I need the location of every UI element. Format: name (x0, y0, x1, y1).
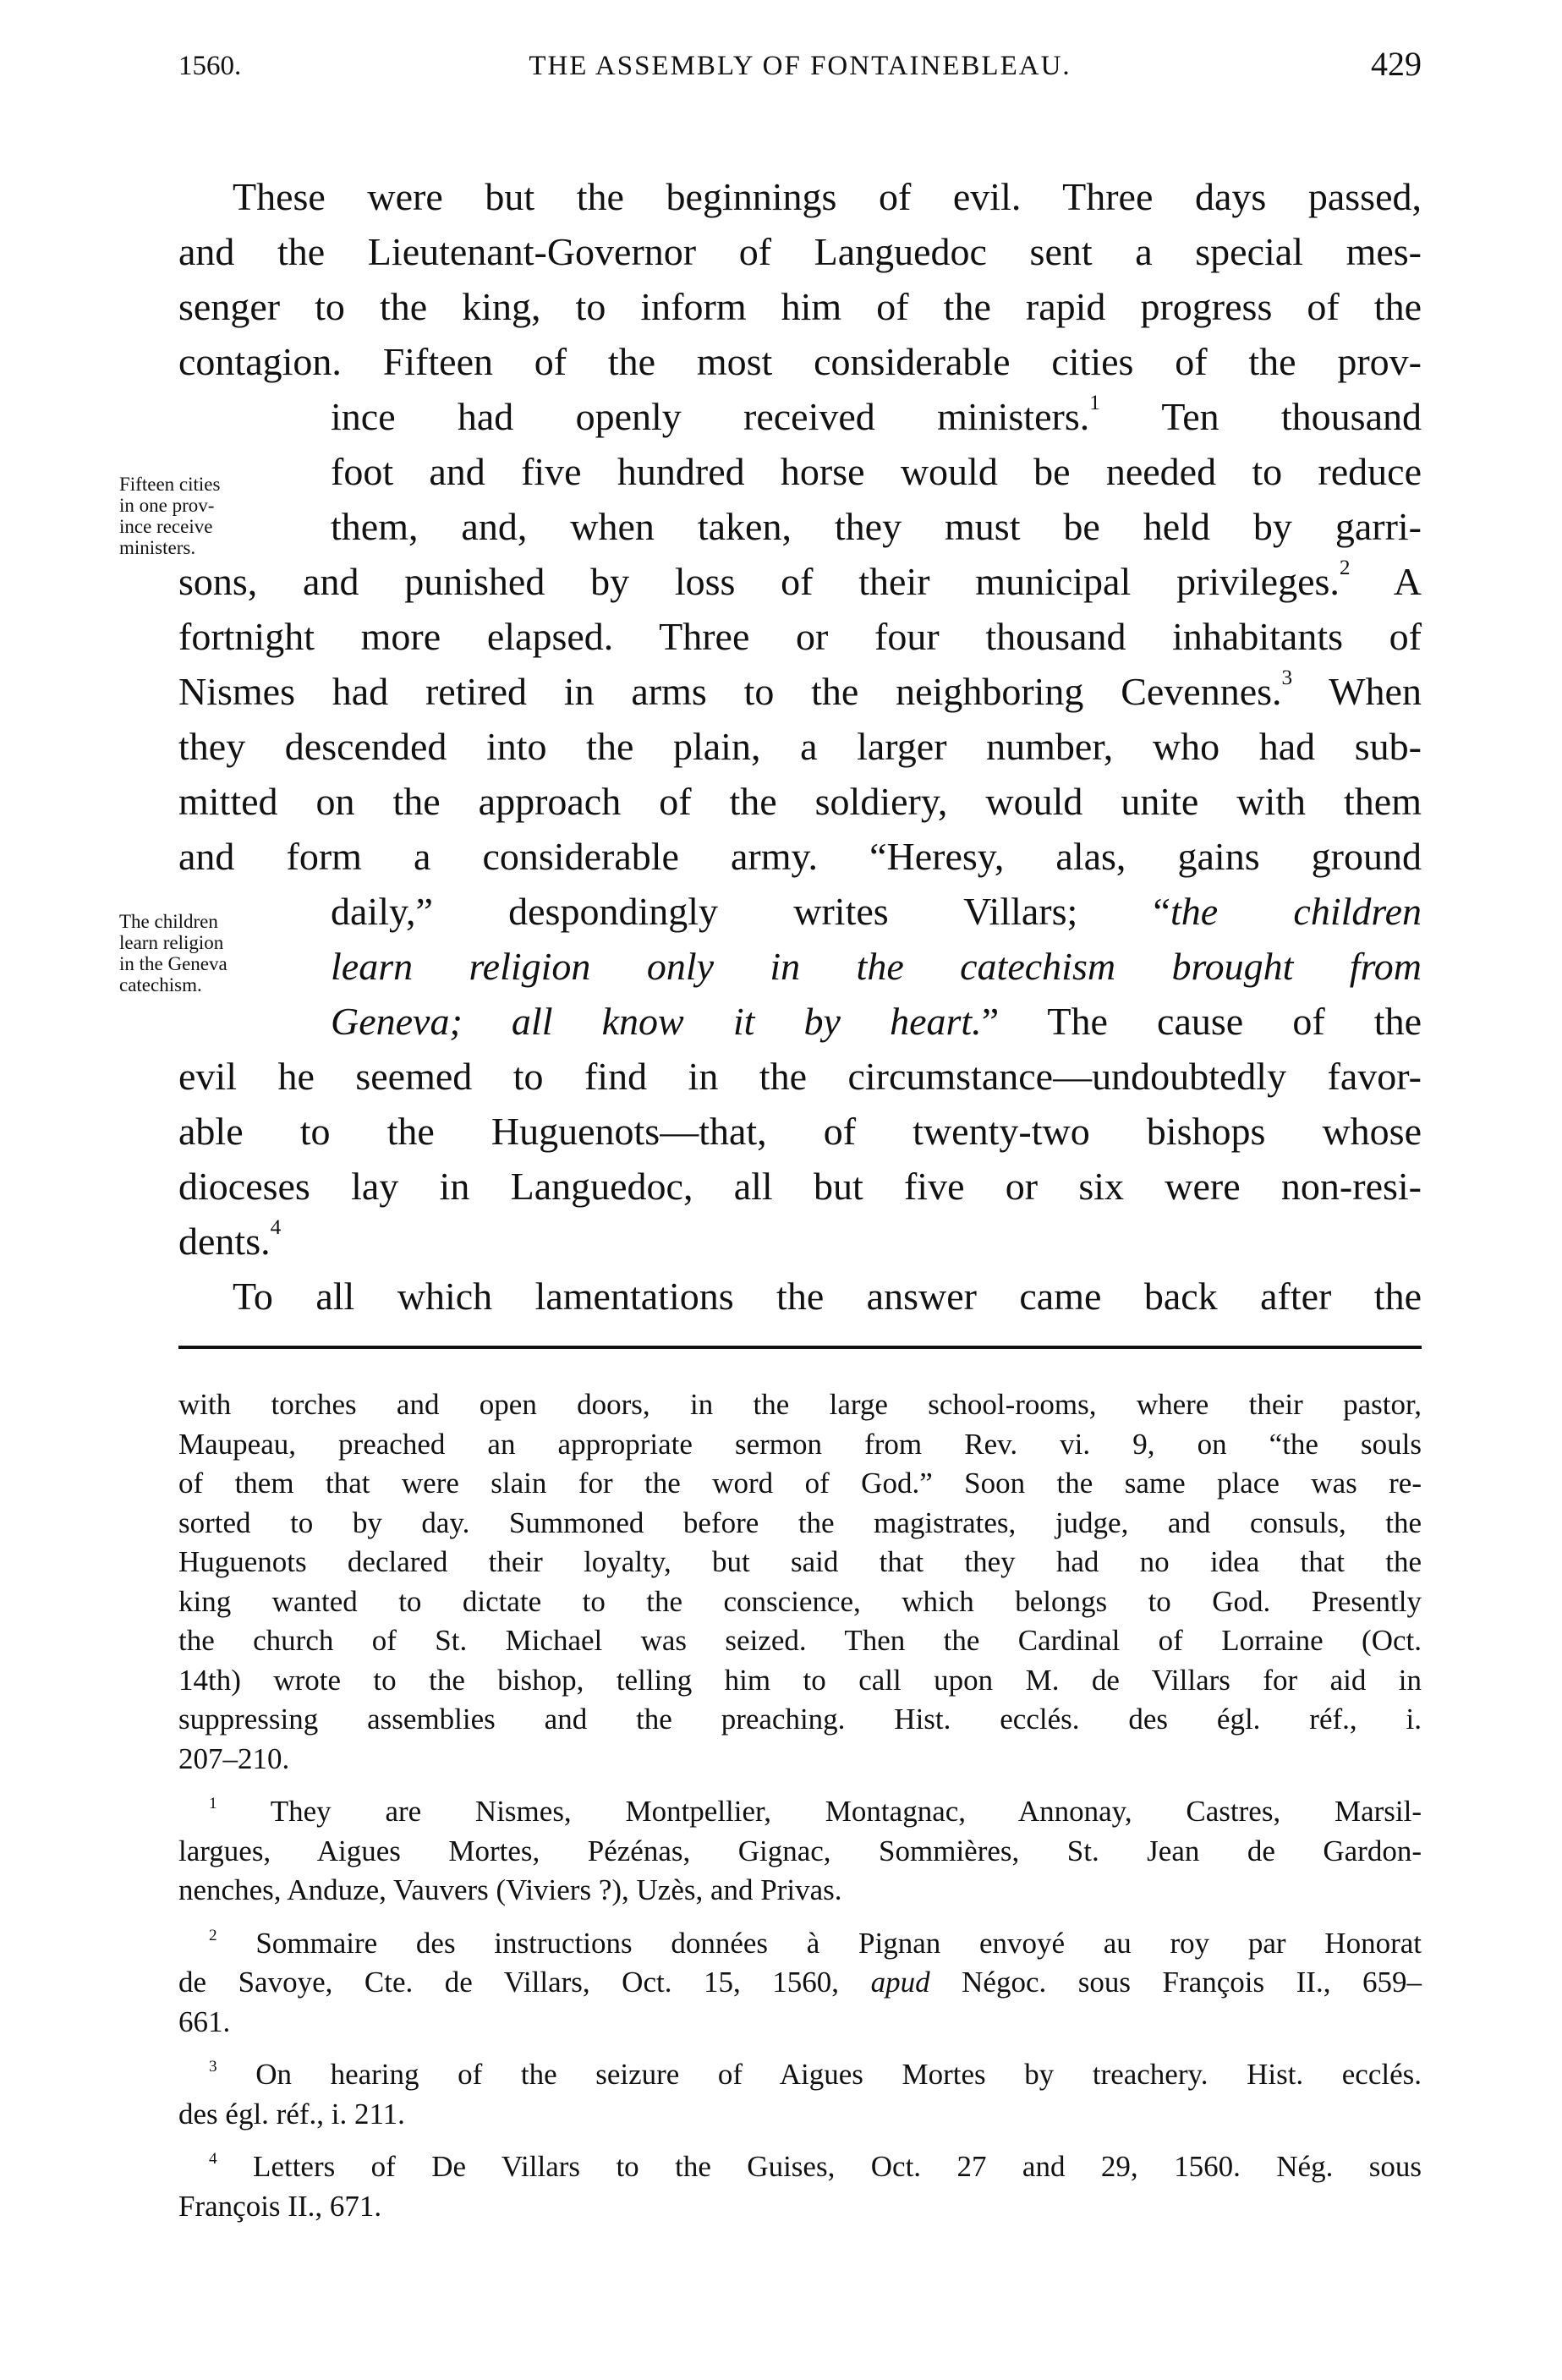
footnote (178, 1924, 1422, 2043)
text-run: Ten thousand (1099, 395, 1422, 438)
footnote-line (178, 1661, 1422, 1701)
text-run: the church of St. Michael was seized. Then the Cardinal of Lorraine (Oct. (178, 1624, 1422, 1657)
body-line (178, 334, 1422, 389)
text-run: 661. (178, 2004, 231, 2038)
text-run: Négoc. sous François II., 659– (929, 1966, 1422, 1999)
text-run: and the Lieutenant-Governor of Languedoc sent a special mes- (178, 230, 1422, 273)
margin-note-line: Fifteen cities (119, 474, 221, 495)
body-line (178, 829, 1422, 884)
text-run: dioceses lay in Languedoc, all but five or six were non-resi- (178, 1165, 1422, 1208)
text-run: evil he seemed to find in the circumstance—undoubtedly favor- (178, 1055, 1422, 1098)
body-line (178, 939, 1422, 994)
header-year: 1560. (178, 51, 242, 81)
text-run: they descended into the plain, a larger number, who had sub- (178, 725, 1422, 768)
page-number: 429 (1371, 45, 1422, 83)
text-run: mitted on the approach of the soldiery, would unite with them (178, 780, 1422, 823)
body-line (178, 774, 1422, 829)
footnote (178, 2147, 1422, 2226)
footnote-line (178, 1792, 1422, 1832)
body-text (178, 169, 1422, 1324)
footnote-reference: 3 (209, 2058, 217, 2076)
footnote-reference: 3 (1281, 666, 1293, 689)
header-title: THE ASSEMBLY OF FONTAINEBLEAU. (529, 51, 1071, 81)
footnote-line (178, 1871, 1422, 1911)
running-header (178, 44, 1422, 86)
text-run: To all which lamentations the answer came back after the (233, 1275, 1422, 1318)
footnote-line (178, 2187, 1422, 2227)
margin-note-fifteen-cities (119, 474, 267, 558)
footnotes (178, 1385, 1422, 2240)
footnote-line (178, 1425, 1422, 1465)
text-run: with torches and open doors, in the large school-rooms, where their pastor, (178, 1388, 1422, 1421)
italic-text: learn religion only in the catechism brought from (331, 945, 1422, 988)
footnote-line (178, 1504, 1422, 1544)
text-run: them, and, when taken, they must be held by garri- (331, 505, 1422, 548)
body-line (178, 1159, 1422, 1214)
footnote-line (178, 1464, 1422, 1504)
footnote-line (178, 1621, 1422, 1661)
text-run: A (1350, 560, 1422, 603)
text-run: They are Nismes, Montpellier, Montagnac, Annonay, Castres, Marsil- (216, 1795, 1422, 1828)
text-run: des égl. réf., i. 211. (178, 2097, 405, 2130)
footnote-line (178, 2055, 1422, 2095)
margin-note-line: in one prov- (119, 495, 215, 516)
body-line (178, 554, 1422, 609)
body-line (178, 1214, 1422, 1269)
text-run: Letters of De Villars to the Guises, Oct. 27 and 29, 1560. Nég. sous (216, 2150, 1422, 2183)
footnote-reference: 1 (209, 1795, 217, 1812)
footnote-reference: 2 (209, 1926, 217, 1944)
body-line (178, 609, 1422, 664)
text-run: ince had openly received ministers. (331, 395, 1090, 438)
margin-note-line: learn religion (119, 932, 224, 953)
footnote-line (178, 1385, 1422, 1425)
text-run: dents. (178, 1220, 271, 1263)
footnote-reference: 2 (1339, 556, 1351, 579)
text-run: suppressing assemblies and the preaching. Hist. ecclés. des égl. réf., i. (178, 1703, 1422, 1736)
body-line (178, 444, 1422, 499)
text-run: fortnight more elapsed. Three or four thousand inhabitants of (178, 615, 1422, 658)
footnote-line (178, 2003, 1422, 2043)
footnote (178, 1385, 1422, 1779)
footnote-line (178, 2147, 1422, 2187)
margin-note-line: catechism. (119, 974, 202, 995)
body-line (178, 279, 1422, 334)
margin-note-geneva-catechism (119, 911, 267, 995)
text-run: These were but the beginnings of evil. Three days passed, (233, 175, 1422, 218)
text-run: ” The cause of the (981, 1000, 1422, 1043)
text-run: and form a considerable army. “Heresy, alas, gains ground (178, 835, 1422, 878)
margin-note-line: The children (119, 911, 218, 932)
text-run: able to the Huguenots—that, of twenty-two bishops whose (178, 1110, 1422, 1153)
text-run: of them that were slain for the word of God.” Soon the same place was re- (178, 1467, 1422, 1500)
text-run: On hearing of the seizure of Aigues Mortes by treachery. Hist. ecclés. (216, 2058, 1422, 2091)
text-run: de Savoye, Cte. de Villars, Oct. 15, 1560, (178, 1966, 871, 1999)
footnote-line (178, 1543, 1422, 1582)
text-run: 207–210. (178, 1741, 290, 1775)
text-run: daily,” despondingly writes Villars; “ (331, 890, 1170, 933)
body-line (178, 1049, 1422, 1104)
body-line (178, 719, 1422, 774)
body-line (178, 389, 1422, 444)
margin-note-line: in the Geneva (119, 953, 227, 974)
text-run: senger to the king, to inform him of the rapid progress of the (178, 285, 1422, 328)
text-run: 14th) wrote to the bishop, telling him to call upon M. de Villars for aid in (178, 1663, 1422, 1697)
margin-note-line: ministers. (119, 537, 196, 558)
footnote-line (178, 1963, 1422, 2003)
text-run: nenches, Anduze, Vauvers (Viviers ?), Uzès, and Privas. (178, 1873, 842, 1906)
footnote-reference: 1 (1089, 391, 1100, 414)
body-line (178, 499, 1422, 554)
text-run: Maupeau, preached an appropriate sermon from Rev. vi. 9, on “the souls (178, 1427, 1422, 1461)
footnote-line (178, 1832, 1422, 1872)
footnote-reference: 4 (209, 2150, 217, 2168)
italic-text: Geneva; all know it by heart. (331, 1000, 982, 1043)
text-run: foot and five hundred horse would be needed to reduce (331, 450, 1422, 493)
body-line (178, 224, 1422, 279)
text-run: Huguenots declared their loyalty, but said that they had no idea that the (178, 1545, 1422, 1578)
body-line (178, 169, 1422, 224)
body-line (178, 1104, 1422, 1159)
italic-text: apud (870, 1966, 930, 1999)
footnote-reference: 4 (270, 1215, 282, 1239)
text-run: Sommaire des instructions données à Pignan envoyé au roy par Honorat (216, 1926, 1422, 1960)
italic-text: the children (1170, 890, 1422, 933)
body-line (178, 1269, 1422, 1324)
footnote-line (178, 1700, 1422, 1740)
margin-note-line: ince receive (119, 516, 213, 537)
footnote (178, 2055, 1422, 2134)
body-line (178, 664, 1422, 719)
text-run: Nismes had retired in arms to the neighboring Cevennes. (178, 670, 1282, 713)
footnote (178, 1792, 1422, 1911)
text-run: contagion. Fifteen of the most considerable cities of the prov- (178, 340, 1422, 383)
text-run: king wanted to dictate to the conscience, which belongs to God. Presently (178, 1584, 1422, 1618)
text-run: largues, Aigues Mortes, Pézénas, Gignac, Sommières, St. Jean de Gardon- (178, 1834, 1422, 1867)
text-run: When (1292, 670, 1422, 713)
text-run: sons, and punished by loss of their municipal privileges. (178, 560, 1340, 603)
text-run: sorted to by day. Summoned before the magistrates, judge, and consuls, the (178, 1505, 1422, 1539)
footnote-line (178, 2095, 1422, 2135)
body-line (178, 994, 1422, 1049)
footnote-line (178, 1924, 1422, 1964)
footnote-rule (178, 1346, 1422, 1349)
footnote-line (178, 1740, 1422, 1780)
text-run: François II., 671. (178, 2189, 382, 2223)
body-line (178, 884, 1422, 939)
footnote-line (178, 1582, 1422, 1622)
